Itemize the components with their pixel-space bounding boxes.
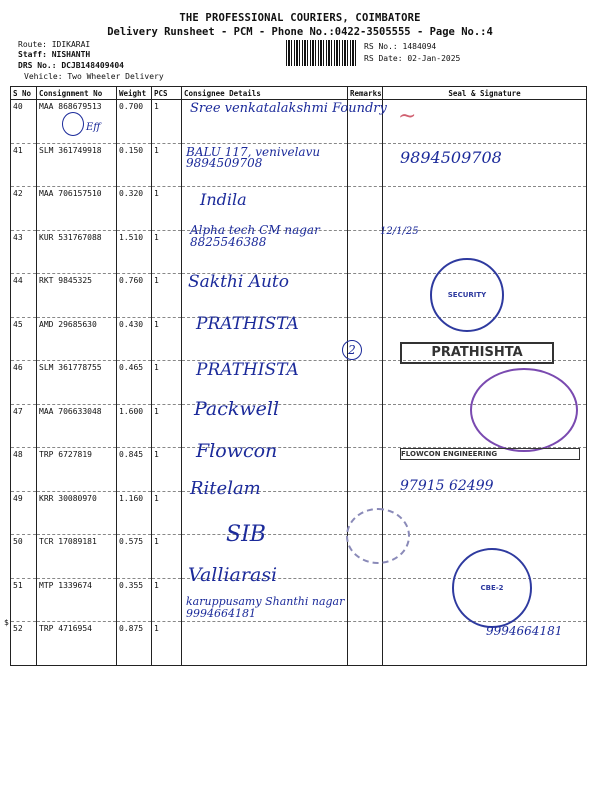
x-mark-circle — [62, 112, 84, 136]
col-remarks: Remarks — [348, 87, 383, 100]
weight: 0.575 — [117, 535, 152, 579]
remarks-cell — [348, 622, 383, 666]
consignment-no: MAA 706633048 — [37, 404, 117, 448]
eff-note: Eff — [86, 122, 101, 133]
col-weight: Weight — [117, 87, 152, 100]
consignee-cell — [182, 622, 348, 666]
signature-phone: 9894509708 — [400, 148, 502, 167]
barcode — [286, 40, 356, 66]
consignment-no: MTP 1339674 — [37, 578, 117, 622]
weight: 1.600 — [117, 404, 152, 448]
col-seal: Seal & Signature — [383, 87, 587, 100]
consignee-handwriting: BALU 117, venivelavu 9894509708 — [186, 145, 321, 170]
col-sno: S No — [11, 87, 37, 100]
weight: 0.700 — [117, 100, 152, 144]
faded-stamp — [346, 508, 410, 564]
weight: 0.845 — [117, 448, 152, 492]
consignment-no: MAA 868679513 — [37, 100, 117, 144]
pcs: 1 — [152, 578, 182, 622]
sno: 45 — [11, 317, 37, 361]
col-consignment: Consignment No — [37, 87, 117, 100]
weight: 1.160 — [117, 491, 152, 535]
table-header-row — [11, 87, 587, 100]
weight: 0.150 — [117, 143, 152, 187]
weight: 0.430 — [117, 317, 152, 361]
consignment-no: TRP 6727819 — [37, 448, 117, 492]
vehicle-label: Vehicle: Two Wheeler Delivery — [24, 72, 164, 81]
drs-label: DRS No.: DCJB148409404 — [18, 61, 124, 70]
consignee-handwriting: Ritelam — [190, 478, 261, 499]
remarks-cell — [348, 143, 383, 187]
pcs: 1 — [152, 100, 182, 144]
remarks-cell — [348, 230, 383, 274]
consignee-handwriting: Valliarasi — [188, 564, 278, 586]
weight: 0.465 — [117, 361, 152, 405]
signature-date: 12/1/25 — [380, 226, 419, 237]
consignee-handwriting: Flowcon — [196, 440, 278, 462]
sno: 44 — [11, 274, 37, 318]
consignment-no: SLM 361778755 — [37, 361, 117, 405]
weight: 0.355 — [117, 578, 152, 622]
auto-ancillary-stamp: SECURITY — [430, 258, 504, 332]
consignment-no: KRR 30080970 — [37, 491, 117, 535]
sno: 51 — [11, 578, 37, 622]
signature-phone: 9994664181 — [486, 624, 563, 638]
sno: 43 — [11, 230, 37, 274]
consignment-no: MAA 706157510 — [37, 187, 117, 231]
consignee-handwriting: Packwell — [194, 398, 280, 420]
sno: 49 — [11, 491, 37, 535]
rs-date: RS Date: 02-Jan-2025 — [364, 54, 461, 63]
col-consignee: Consignee Details — [182, 87, 348, 100]
pcs: 1 — [152, 491, 182, 535]
consignee-handwriting: Sakthi Auto — [188, 272, 289, 292]
sno: 50 — [11, 535, 37, 579]
signature-scribble: ~ — [398, 104, 417, 129]
consignee-handwriting: SIB — [226, 522, 266, 547]
pcs: 1 — [152, 317, 182, 361]
sno: 52 — [11, 622, 37, 666]
footer-mark: $ — [4, 618, 9, 627]
valliarasi-stamp: CBE-2 — [452, 548, 532, 628]
remarks-cell — [348, 274, 383, 318]
company-title: THE PROFESSIONAL COURIERS, COIMBATORE — [179, 12, 421, 24]
consignee-handwriting: Alpha tech CM nagar 8825546388 — [190, 223, 320, 249]
consignee-handwriting: Indila — [200, 190, 247, 209]
col-pcs: PCS — [152, 87, 182, 100]
pcs: 1 — [152, 448, 182, 492]
weight: 0.875 — [117, 622, 152, 666]
seal-cell — [383, 187, 587, 231]
sno: 47 — [11, 404, 37, 448]
sno: 40 — [11, 100, 37, 144]
table-row — [11, 491, 587, 535]
sno: 46 — [11, 361, 37, 405]
remarks-cell — [348, 404, 383, 448]
consignment-no: TCR 17089181 — [37, 535, 117, 579]
circled-two: 2 — [342, 340, 362, 360]
pcs: 1 — [152, 187, 182, 231]
pcs: 1 — [152, 622, 182, 666]
consignment-no: SLM 361749918 — [37, 143, 117, 187]
consignment-no: TRP 4716954 — [37, 622, 117, 666]
weight: 0.760 — [117, 274, 152, 318]
consignee-handwriting: PRATHISTA — [196, 360, 299, 380]
runsheet-subtitle: Delivery Runsheet - PCM - Phone No.:0422-3505555 - Page No.:4 — [107, 26, 493, 38]
pcs: 1 — [152, 143, 182, 187]
sno: 41 — [11, 143, 37, 187]
consignment-no: RKT 9845325 — [37, 274, 117, 318]
weight: 1.510 — [117, 230, 152, 274]
consignment-no: KUR 531767088 — [37, 230, 117, 274]
rs-number: RS No.: 1484094 — [364, 42, 437, 51]
prathishta-stamp: PRATHISHTA — [400, 342, 554, 364]
route-label: Route: IDIKARAI — [18, 40, 91, 49]
pcs: 1 — [152, 535, 182, 579]
weight: 0.320 — [117, 187, 152, 231]
pcs: 1 — [152, 230, 182, 274]
pcs: 1 — [152, 361, 182, 405]
staff-label: Staff: NISHANTH — [18, 50, 91, 59]
remarks-cell — [348, 361, 383, 405]
remarks-cell — [348, 448, 383, 492]
consignment-no: AMD 29685630 — [37, 317, 117, 361]
sno: 42 — [11, 187, 37, 231]
consignee-handwriting: Sree venkatalakshmi Foundry — [190, 101, 387, 116]
seal-cell — [383, 491, 587, 535]
sno: 48 — [11, 448, 37, 492]
oval-stamp — [470, 368, 578, 452]
pcs: 1 — [152, 274, 182, 318]
consignee-handwriting: karuppusamy Shanthi nagar 9994664181 — [186, 595, 345, 620]
signature-phone: 97915 62499 — [400, 478, 494, 494]
consignee-handwriting: PRATHISTA — [196, 314, 299, 334]
pcs: 1 — [152, 404, 182, 448]
flowcon-stamp: FLOWCON ENGINEERING — [400, 448, 580, 460]
remarks-cell — [348, 187, 383, 231]
